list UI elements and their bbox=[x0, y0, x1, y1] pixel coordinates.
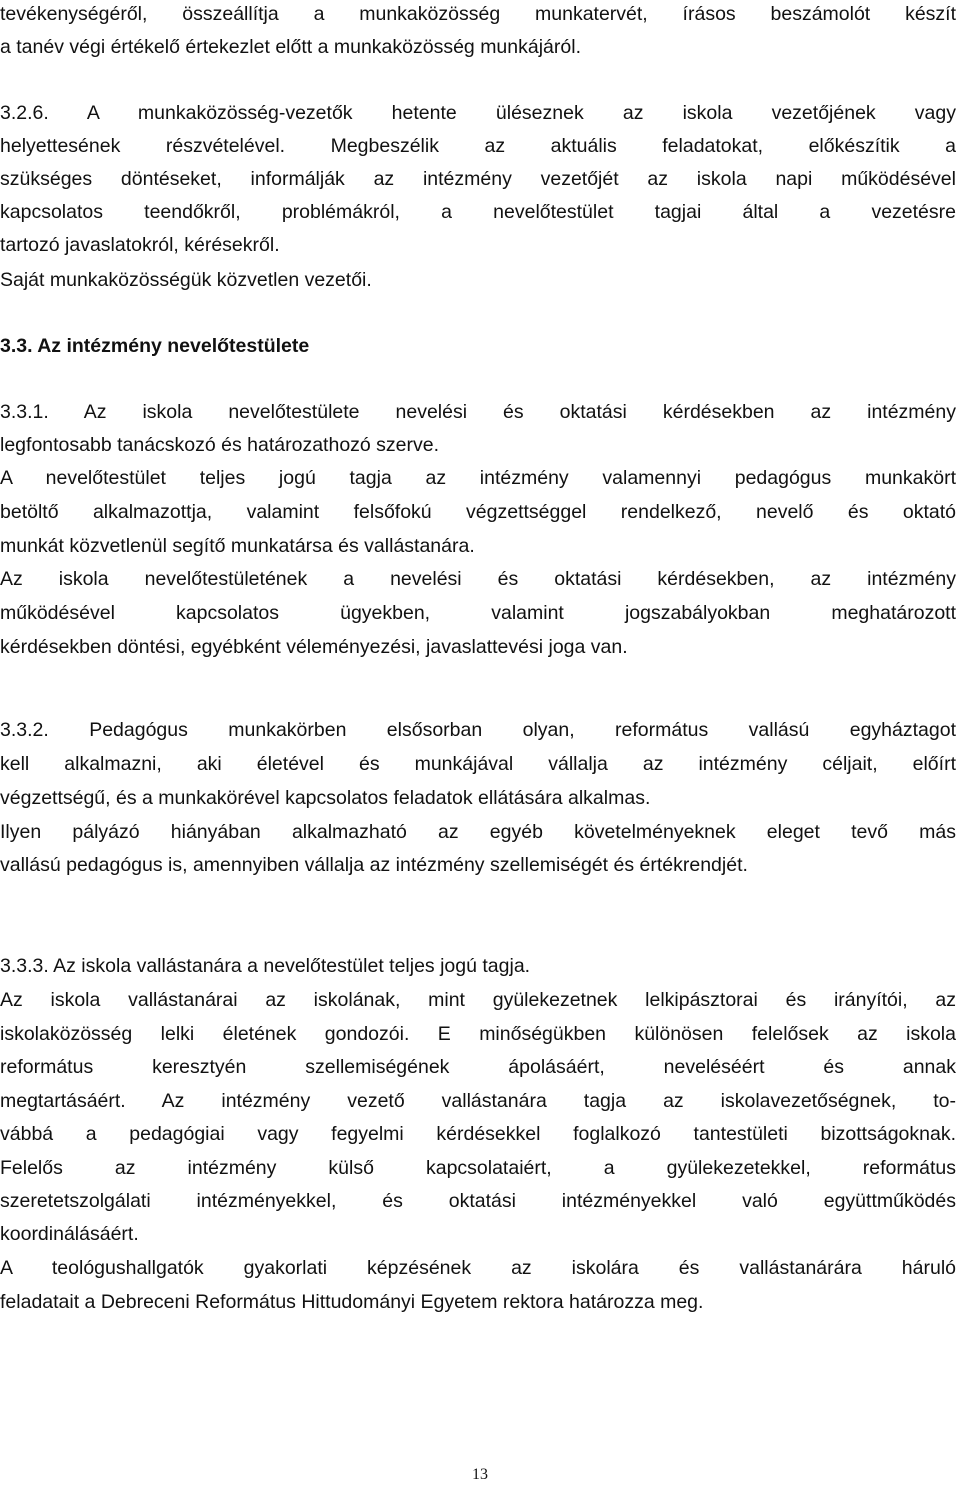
text-line: A nevelőtestület teljes jogú tagja az intézmény valamennyi pedagógus munkakört bbox=[0, 467, 956, 489]
text-line: Felelős az intézmény külső kapcsolataiért, a gyülekezetekkel, református bbox=[0, 1157, 956, 1179]
text-line: koordinálásáért. bbox=[0, 1223, 139, 1245]
text-line: kapcsolatos teendőkről, problémákról, a nevelőtestület tagjai által a vezetésre bbox=[0, 201, 956, 223]
text-line: helyettesének részvételével. Megbeszélik az aktuális feladatokat, előkészítik a bbox=[0, 135, 956, 157]
text-line: Az iskola vallástanárai az iskolának, mint gyülekezetnek lelkipásztorai és irányítói, az bbox=[0, 989, 956, 1011]
text-line: A teológushallgatók gyakorlati képzésének az iskolára és vallástanárára háruló bbox=[0, 1257, 956, 1279]
text-line: 3.3.1. Az iskola nevelőtestülete nevelési és oktatási kérdésekben az intézmény bbox=[0, 401, 956, 423]
text-line: működésével kapcsolatos ügyekben, valamint jogszabályokban meghatározott bbox=[0, 602, 956, 624]
text-line: betöltő alkalmazottja, valamint felsőfokú végzettséggel rendelkező, nevelő és oktató bbox=[0, 501, 956, 523]
text-line: munkát közvetlenül segítő munkatársa és vallástanára. bbox=[0, 535, 475, 557]
text-line: iskolaközösség lelki életének gondozói. E minőségükben különösen felelősek az iskola bbox=[0, 1023, 956, 1045]
text-line: Ilyen pályázó hiányában alkalmazható az egyéb követelményeknek eleget tevő más bbox=[0, 821, 956, 843]
text-line: tevékenységéről, összeállítja a munkaközösség munkatervét, írásos beszámolót készít bbox=[0, 3, 956, 25]
text-line: szükséges döntéseket, informálják az intézmény vezetőjét az iskola napi működésével bbox=[0, 168, 956, 190]
text-line: 3.2.6. A munkaközösség-vezetők hetente üléseznek az iskola vezetőjének vagy bbox=[0, 102, 956, 124]
text-line: református keresztyén szellemiségének ápolásáért, neveléséért és annak bbox=[0, 1056, 956, 1078]
text-line: kérdésekben döntési, egyébként véleményezési, javaslattevési joga van. bbox=[0, 636, 628, 658]
text-line: megtartásáért. Az intézmény vezető vallástanára tagja az iskolavezetőségnek, to- bbox=[0, 1090, 956, 1112]
text-line: vábbá a pedagógiai vagy fegyelmi kérdésekkel foglalkozó tantestületi bizottságoknak. bbox=[0, 1123, 956, 1145]
text-line: legfontosabb tanácskozó és határozathozó szerve. bbox=[0, 434, 440, 456]
text-line: vallású pedagógus is, amennyiben vállalja az intézmény szellemiségét és értékrendjét. bbox=[0, 854, 748, 876]
text-line: feladatait a Debreceni Református Hittudományi Egyetem rektora határozza meg. bbox=[0, 1291, 704, 1313]
text-line: kell alkalmazni, aki életével és munkájával vállalja az intézmény céljait, előírt bbox=[0, 753, 956, 775]
text-line: 3.3.2. Pedagógus munkakörben elsősorban olyan, református vallású egyháztagot bbox=[0, 719, 956, 741]
page-number: 13 bbox=[472, 1466, 488, 1483]
text-line: szeretetszolgálati intézményekkel, és oktatási intézményekkel való együttműködés bbox=[0, 1190, 956, 1212]
text-line: végzettségű, és a munkakörével kapcsolatos feladatok ellátására alkalmas. bbox=[0, 787, 651, 809]
text-line: Saját munkaközösségük közvetlen vezetői. bbox=[0, 269, 372, 291]
section-heading: 3.3. Az intézmény nevelőtestülete bbox=[0, 335, 310, 357]
text-line: a tanév végi értékelő értekezlet előtt a munkaközösség munkájáról. bbox=[0, 36, 581, 58]
text-line: 3.3.3. Az iskola vallástanára a nevelőtestület teljes jogú tagja. bbox=[0, 955, 531, 977]
text-line: Az iskola nevelőtestületének a nevelési és oktatási kérdésekben, az intézmény bbox=[0, 568, 956, 590]
text-line: tartozó javaslatokról, kérésekről. bbox=[0, 234, 280, 256]
